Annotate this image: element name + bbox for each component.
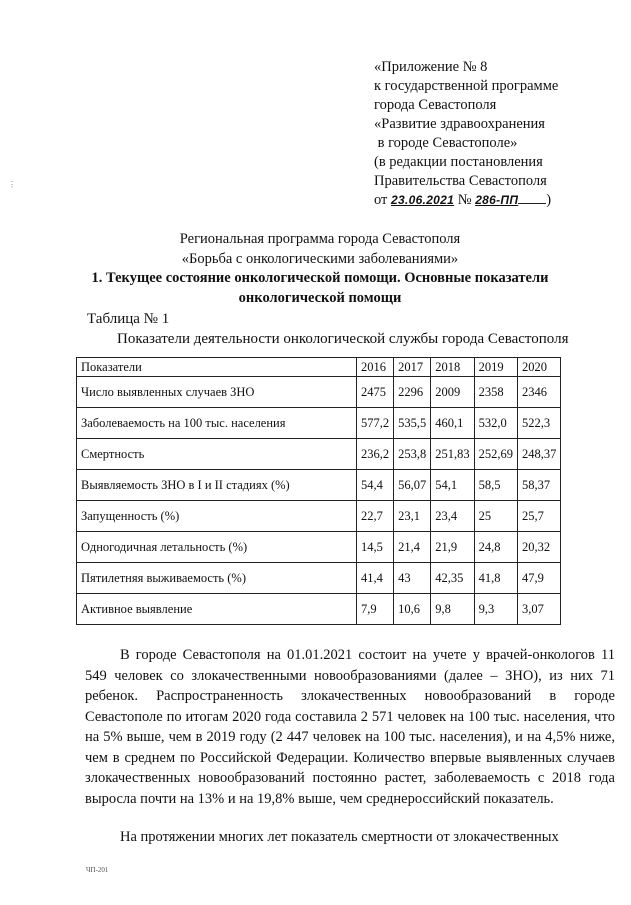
- table-row: [77, 563, 561, 594]
- handwritten-number: 286-ПП: [475, 193, 519, 207]
- value-cell: 24,8: [474, 532, 517, 563]
- annex-date-line: [374, 191, 558, 210]
- value-cell: 3,07: [518, 594, 561, 625]
- value-cell: 253,8: [394, 439, 431, 470]
- value-cell: 58,5: [474, 470, 517, 501]
- value-cell: 47,9: [518, 563, 561, 594]
- value-cell: 21,9: [431, 532, 474, 563]
- value-cell: 2346: [518, 377, 561, 408]
- value-cell: 252,69: [474, 439, 517, 470]
- number-prefix: №: [454, 192, 476, 208]
- table-row: [77, 470, 561, 501]
- value-cell: 532,0: [474, 408, 517, 439]
- annex-line: города Севастополя: [374, 97, 497, 113]
- program-heading: [60, 230, 580, 308]
- value-cell: 577,2: [357, 408, 394, 439]
- section-title: 1. Текущее состояние онкологической помощи. Основные показатели: [91, 270, 549, 286]
- value-cell: 236,2: [357, 439, 394, 470]
- handwritten-date: 23.06.2021: [391, 193, 455, 207]
- table-row: [77, 532, 561, 563]
- value-cell: 41,8: [474, 563, 517, 594]
- value-cell: 522,3: [518, 408, 561, 439]
- footer-code: ЧП-201: [86, 866, 109, 874]
- value-cell: 251,83: [431, 439, 474, 470]
- value-cell: 58,37: [518, 470, 561, 501]
- table-row: [77, 377, 561, 408]
- value-cell: 20,32: [518, 532, 561, 563]
- year-header-cell: 2017: [394, 358, 431, 377]
- close-paren: ): [546, 192, 552, 208]
- indicator-cell: Заболеваемость на 100 тыс. населения: [77, 408, 357, 439]
- value-cell: 9,3: [474, 594, 517, 625]
- value-cell: 7,9: [357, 594, 394, 625]
- table-row: [77, 594, 561, 625]
- value-cell: 25,7: [518, 501, 561, 532]
- table-number: Таблица № 1: [87, 311, 170, 327]
- table-header-row: [77, 358, 561, 377]
- indicator-cell: Число выявленных случаев ЗНО: [77, 377, 357, 408]
- indicator-cell: Пятилетняя выживаемость (%): [77, 563, 357, 594]
- indicators-table: [76, 357, 561, 625]
- value-cell: 21,4: [394, 532, 431, 563]
- value-cell: 25: [474, 501, 517, 532]
- heading-line: «Борьба с онкологическими заболеваниями»: [181, 250, 459, 267]
- value-cell: 2009: [431, 377, 474, 408]
- value-cell: 22,7: [357, 501, 394, 532]
- date-line-spacer: [518, 203, 546, 204]
- value-cell: 248,37: [518, 439, 561, 470]
- table-row: [77, 439, 561, 470]
- year-header-cell: 2018: [431, 358, 474, 377]
- heading-line: Региональная программа города Севастополя: [179, 231, 461, 247]
- indicator-cell: Выявляемость ЗНО в I и II стадиях (%): [77, 470, 357, 501]
- value-cell: 535,5: [394, 408, 431, 439]
- year-header-cell: 2016: [357, 358, 394, 377]
- indicator-cell: Запущенность (%): [77, 501, 357, 532]
- table-row: [77, 501, 561, 532]
- year-header-cell: 2019: [474, 358, 517, 377]
- value-cell: 2475: [357, 377, 394, 408]
- value-cell: 43: [394, 563, 431, 594]
- indicator-cell: Одногодичная летальность (%): [77, 532, 357, 563]
- value-cell: 14,5: [357, 532, 394, 563]
- value-cell: 10,6: [394, 594, 431, 625]
- annex-line: Правительства Севастополя: [374, 173, 547, 189]
- header-cell: Показатели: [77, 358, 357, 377]
- annex-line: «Приложение № 8: [374, 59, 488, 75]
- value-cell: 9,8: [431, 594, 474, 625]
- value-cell: 2296: [394, 377, 431, 408]
- body-paragraph: В городе Севастополя на 01.01.2021 состоит на учете у врачей-онкологов 11 549 человек со злокачественными новообразованиями (далее – ЗНО), из них 71 ребенок. Распространенность злокачественных новообразований в городе Севастополе по итогам 2020 года составила 2 571 человек на 100 тыс. населения, что на 5% выше, чем в 2019 году (2 447 человек на 100 тыс. населения), и на 4,5% ниже, чем в среднем по Российской Федерации. Количество впервые выявленных случаев злокачественных новообразований постоянно растет, заболеваемость с 2018 года выросла почти на 13% и на 19,8% выше, чем среднероссийский показатель.: [85, 647, 615, 807]
- annex-line: к государственной программе: [374, 78, 559, 94]
- table-title: Показатели деятельности онкологической службы города Севастополя: [117, 331, 569, 347]
- annex-line: (в редакции постановления: [374, 154, 543, 170]
- annex-line: в городе Севастополе»: [374, 135, 518, 151]
- value-cell: 56,07: [394, 470, 431, 501]
- value-cell: 2358: [474, 377, 517, 408]
- value-cell: 54,4: [357, 470, 394, 501]
- value-cell: 23,4: [431, 501, 474, 532]
- value-cell: 42,35: [431, 563, 474, 594]
- indicator-cell: Активное выявление: [77, 594, 357, 625]
- body-paragraph: На протяжении многих лет показатель смертности от злокачественных: [120, 829, 559, 845]
- value-cell: 41,4: [357, 563, 394, 594]
- value-cell: 23,1: [394, 501, 431, 532]
- section-title: онкологической помощи: [238, 289, 402, 306]
- indicator-cell: Смертность: [77, 439, 357, 470]
- annex-line: «Развитие здравоохранения: [374, 116, 545, 132]
- table-row: [77, 408, 561, 439]
- date-prefix: от: [374, 192, 392, 208]
- value-cell: 460,1: [431, 408, 474, 439]
- margin-mark: ⋮: [8, 180, 16, 189]
- annex-block: [374, 58, 558, 210]
- year-header-cell: 2020: [518, 358, 561, 377]
- value-cell: 54,1: [431, 470, 474, 501]
